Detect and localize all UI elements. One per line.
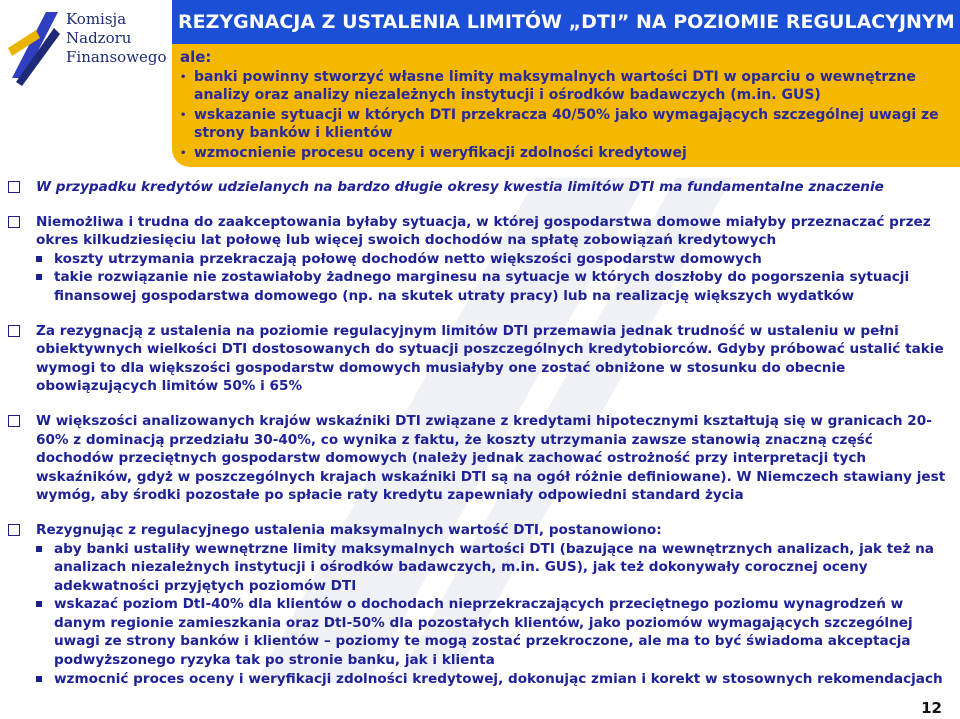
square-bullet-icon: [36, 601, 42, 607]
logo-text: [66, 10, 167, 67]
bullet-icon: •: [180, 148, 187, 159]
content-point: [8, 521, 952, 688]
logo-line: Komisja: [66, 10, 127, 28]
content-point: [8, 178, 952, 197]
summary-item-text: banki powinny stworzyć własne limity maksymalnych wartości DTI w oparciu o wewnętrzne analizy oraz analizy niezależnych instytucji i ośrodków badawczych (m.in. GUS): [194, 69, 916, 103]
square-bullet-icon: [36, 546, 42, 552]
checkbox-bullet-icon: [8, 325, 20, 337]
summary-item-text: wzmocnienie procesu oceny i weryfikacji zdolności kredytowej: [194, 145, 687, 161]
point-text: Za rezygnacją z ustalenia na poziomie regulacyjnym limitów DTI przemawia jednak trudność w ustaleniu w pełni obiektywnych wielkości DTI dostosowanych do sytuacji poszczególnych kredytobiorców. Gdyby próbować ustalić takie wymogi to dla większości gospodarstw domowych musiałyby one zostać obniżone w stosunku do obecnie obowiązujących limitów 50% i 65%: [36, 322, 944, 395]
sub-item: [36, 670, 952, 689]
logo: [0, 0, 165, 110]
sub-item: [36, 595, 952, 669]
sub-item-text: aby banki ustaliły wewnętrzne limity maksymalnych wartości DTI (bazujące na wewnętrznych analizach, jak też na analizach niezależnych instytucji i ośrodków badawczych, m.in. GUS), jak też dokonywały corocznej oceny adekwatności przyjętych poziomów DTI: [54, 540, 934, 594]
square-bullet-icon: [36, 256, 42, 262]
square-bullet-icon: [36, 676, 42, 682]
logo-line: Finansowego: [66, 48, 167, 66]
sub-item-text: wskazać poziom DtI-40% dla klientów o dochodach nieprzekraczających przeciętnego poziomu wynagrodzeń w danym regionie zamieszkania oraz DtI-50% dla pozostałych klientów, jako poziomów wymagających szczególnej uwagi ze strony banków i klientów – poziomy te mogą zostać przekroczone, ale ma to być świadoma akceptacja podwyższonego ryzyka tak po stronie banku, jak i klienta: [54, 596, 913, 669]
summary-item: [180, 68, 950, 104]
logo-line: Nadzoru: [66, 29, 132, 47]
summary-box: [172, 44, 960, 167]
bullet-icon: •: [180, 110, 187, 121]
point-body: [36, 521, 952, 688]
sub-item: [36, 250, 952, 269]
point-body: [36, 213, 952, 306]
checkbox-bullet-icon: [8, 524, 20, 536]
checkbox-bullet-icon: [8, 415, 20, 427]
page-number: 12: [921, 699, 942, 717]
point-text: Niemożliwa i trudna do zaakceptowania byłaby sytuacja, w której gospodarstwa domowe miałyby przeznaczać przez okres kilkudziesięciu lat połowę lub więcej swoich dochodów na spłatę zobowiązań kredytowych: [36, 213, 931, 249]
content-point: [8, 322, 952, 396]
content-point: [8, 213, 952, 306]
summary-item: [180, 144, 950, 163]
summary-item: [180, 106, 950, 142]
sub-item-text: takie rozwiązanie nie zostawiałoby żadnego marginesu na sytuacje w których doszłoby do pogorszenia sytuacji finansowej gospodarstwa domowego (np. na skutek utraty pracy) lub na realizację większych wydatków: [54, 269, 910, 304]
content-list: [8, 178, 952, 704]
summary-item-text: wskazanie sytuacji w których DTI przekracza 40/50% jako wymagających szczególnej uwagi ze strony banków i klientów: [194, 107, 939, 141]
checkbox-bullet-icon: [8, 216, 20, 228]
point-text: W przypadku kredytów udzielanych na bardzo długie okresy kwestia limitów DTI ma fundamentalne znaczenie: [36, 179, 884, 195]
knf-logo-mark: [6, 8, 64, 88]
sub-item: [36, 540, 952, 596]
summary-label: ale:: [180, 48, 212, 66]
page-title: REZYGNACJA Z USTALENIA LIMITÓW „DTI” NA POZIOMIE REGULACYJNYM: [172, 0, 960, 44]
sub-item-text: koszty utrzymania przekraczają połowę dochodów netto większości gospodarstw domowych: [54, 250, 762, 267]
content-point: [8, 412, 952, 505]
sub-item-text: wzmocnić proces oceny i weryfikacji zdolności kredytowej, dokonując zmian i korekt w stosownych rekomendacjach: [54, 670, 943, 687]
bullet-icon: •: [180, 72, 187, 83]
sub-item: [36, 268, 952, 305]
square-bullet-icon: [36, 274, 42, 280]
point-text: W większości analizowanych krajów wskaźniki DTI związane z kredytami hipotecznymi kształtują się w granicach 20-60% z dominacją przedziału 30-40%, co wynika z faktu, że koszty utrzymania zawsze stanowią znaczną część dochodów przeciętnych gospodarstw domowych (należy jednak zachować ostrożność przy interpretacji tych wskaźników, gdyż w poszczególnych krajach wskaźniki DTI są na ogół różnie definiowane). W Niemczech stawiany jest wymóg, aby środki pozostałe po spłacie raty kredytu zapewniały odpowiedni standard życia: [36, 412, 946, 504]
checkbox-bullet-icon: [8, 181, 20, 193]
point-text: Rezygnując z regulacyjnego ustalenia maksymalnych wartość DTI, postanowiono:: [36, 521, 662, 538]
